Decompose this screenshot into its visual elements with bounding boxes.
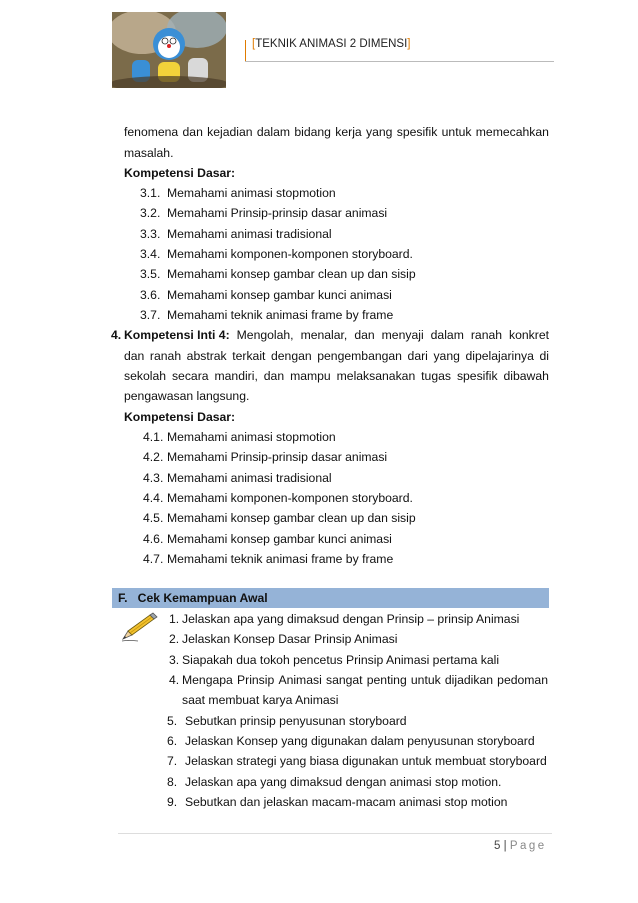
question-item: Mengapa Prinsip Animasi sangat penting untuk dijadikan pedoman [182, 673, 548, 687]
list-item-num: 4.1. [143, 430, 164, 444]
kd-heading: Kompetensi Dasar: [124, 166, 236, 180]
list-item: Memahami teknik animasi frame by frame [167, 552, 394, 566]
page-label: Page [509, 840, 547, 852]
question-num: 5. [167, 714, 178, 728]
header-title: [TEKNIK ANIMASI 2 DIMENSI] [252, 38, 411, 50]
page-number: 5 [494, 840, 501, 852]
list-item: Memahami konsep gambar kunci animasi [167, 288, 392, 302]
list-item: Memahami komponen-komponen storyboard. [167, 247, 413, 261]
header-cover-image [112, 12, 226, 88]
list-item-num: 4.7. [143, 552, 164, 566]
ki4-line: dan ranah abstrak terkait dengan pengembangan dari yang dipelajarinya di [124, 349, 549, 363]
list-item-num: 3.1. [140, 186, 161, 200]
question-num: 6. [167, 734, 178, 748]
list-item-num: 4.3. [143, 471, 164, 485]
list-item-num: 3.3. [140, 227, 161, 241]
question-num: 4. [169, 673, 180, 687]
list-item: Memahami konsep gambar clean up dan sisip [167, 267, 416, 281]
ki4-line: Kompetensi Inti 4: Mengolah, menalar, dan menyaji dalam ranah konkret [124, 328, 549, 342]
paragraph-line: fenomena dan kejadian dalam bidang kerja yang spesifik untuk memecahkan [124, 125, 549, 139]
question-item: Jelaskan strategi yang biasa digunakan untuk membuat storyboard [185, 754, 547, 768]
ki4-line: pengawasan langsung. [124, 389, 250, 403]
list-item: Memahami Prinsip-prinsip dasar animasi [167, 450, 388, 464]
question-item: Siapakah dua tokoh pencetus Prinsip Animasi pertama kali [182, 653, 500, 667]
list-item: Memahami animasi stopmotion [167, 430, 336, 444]
list-item-num: 3.7. [140, 308, 161, 322]
header-divider-vertical [245, 40, 246, 62]
question-item: Jelaskan Konsep yang digunakan dalam penyusunan storyboard [185, 734, 535, 748]
list-item-num: 3.5. [140, 267, 161, 281]
list-item: Memahami komponen-komponen storyboard. [167, 491, 413, 505]
section-f-header [112, 588, 549, 608]
question-num: 2. [169, 632, 180, 646]
question-item: Jelaskan Konsep Dasar Prinsip Animasi [182, 632, 398, 646]
kd-heading: Kompetensi Dasar: [124, 410, 236, 424]
footer-divider [118, 833, 552, 834]
question-num: 8. [167, 775, 178, 789]
question-num: 3. [169, 653, 180, 667]
list-item: Memahami konsep gambar kunci animasi [167, 532, 392, 546]
question-item-continuation: saat membuat karya Animasi [182, 693, 339, 707]
list-item-num: 4.4. [143, 491, 164, 505]
pencil-icon [120, 612, 160, 647]
list-item: Memahami Prinsip-prinsip dasar animasi [167, 206, 388, 220]
list-item-num: 4.5. [143, 511, 164, 525]
ki4-line: sekolah secara mandiri, dan mampu melaksanakan tugas spesifik dibawah [124, 369, 549, 383]
question-num: 7. [167, 754, 178, 768]
question-num: 1. [169, 612, 180, 626]
question-item: Sebutkan prinsip penyusunan storyboard [185, 714, 407, 728]
ki-number: 4. [111, 328, 122, 342]
list-item: Memahami animasi tradisional [167, 471, 332, 485]
page-separator: | [503, 840, 507, 852]
list-item-num: 4.6. [143, 532, 164, 546]
question-item: Jelaskan apa yang dimaksud dengan Prinsip – prinsip Animasi [182, 612, 520, 626]
list-item-num: 3.2. [140, 206, 161, 220]
header-divider-horizontal [245, 61, 554, 62]
list-item: Memahami animasi stopmotion [167, 186, 336, 200]
question-item: Sebutkan dan jelaskan macam-macam animasi stop motion [185, 795, 508, 809]
question-item: Jelaskan apa yang dimaksud dengan animasi stop motion. [185, 775, 502, 789]
list-item: Memahami konsep gambar clean up dan sisip [167, 511, 416, 525]
paragraph-line: masalah. [124, 146, 174, 160]
list-item: Memahami teknik animasi frame by frame [167, 308, 394, 322]
list-item-num: 3.6. [140, 288, 161, 302]
list-item: Memahami animasi tradisional [167, 227, 332, 241]
list-item-num: 4.2. [143, 450, 164, 464]
list-item-num: 3.4. [140, 247, 161, 261]
page-footer [494, 840, 547, 852]
section-f-title: F. Cek Kemampuan Awal [118, 591, 268, 605]
question-num: 9. [167, 795, 178, 809]
